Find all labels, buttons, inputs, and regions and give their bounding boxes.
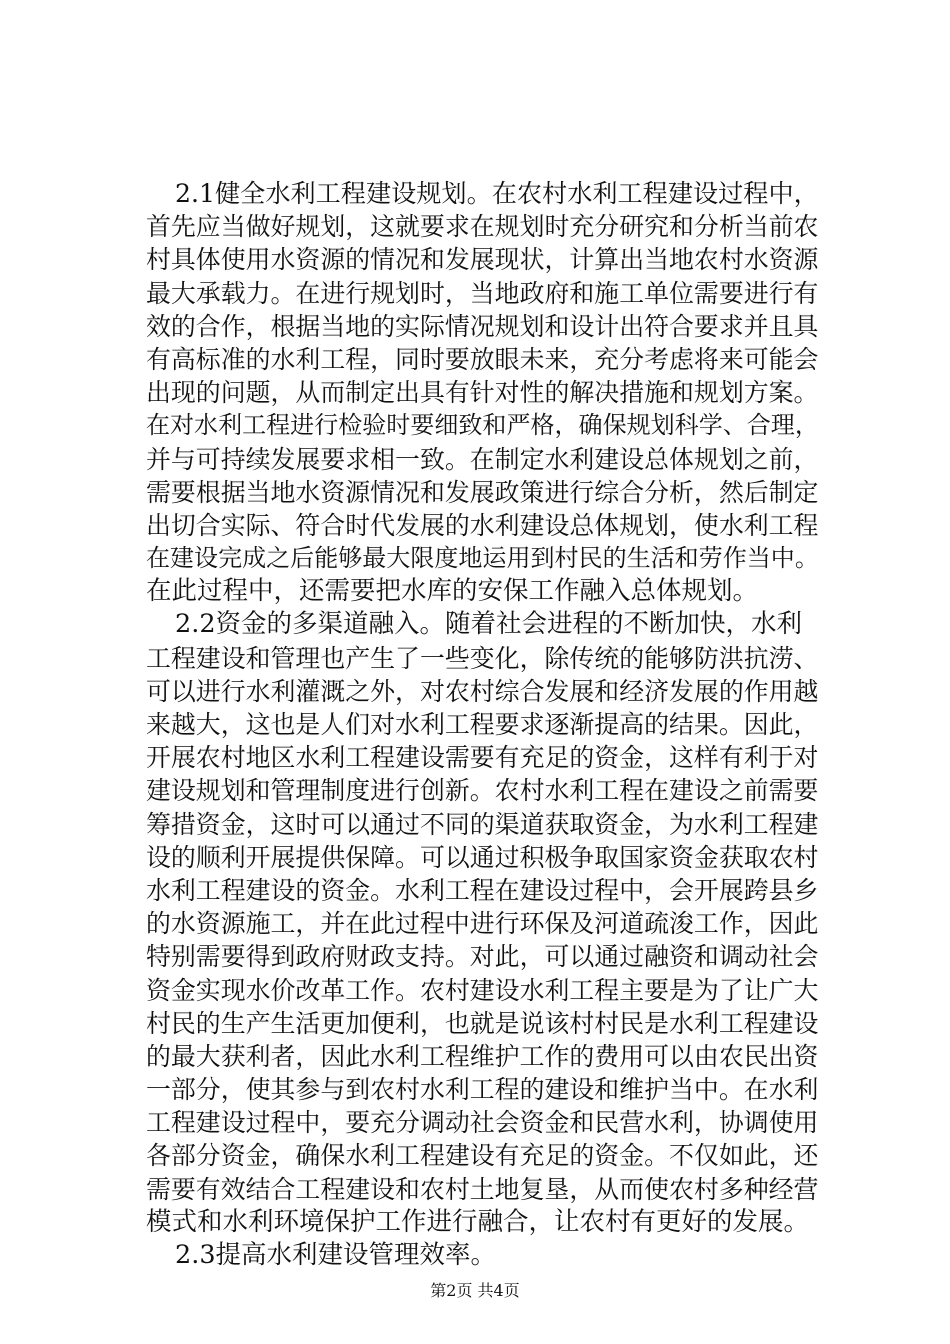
text-line: 水利工程建设的资金。水利工程在建设过程中，会开展跨县乡 [146,875,819,905]
paragraph-2-1 [146,177,826,608]
text-line: 在对水利工程进行检验时要细致和严格，确保规划科学、合理， [146,411,819,440]
text-line: 在建设完成之后能够最大限度地运用到村民的生活和劳作当中。 [146,544,819,573]
body-text [146,177,826,1272]
text-line: 效的合作，根据当地的实际情况规划和设计出符合要求并且具 [146,311,819,341]
text-line: 首先应当做好规划，这就要求在规划时充分研究和分析当前农 [146,212,819,242]
text-line: 出现的问题，从而制定出具有针对性的解决措施和规划方案。 [146,378,819,408]
text-line: 建设规划和管理制度进行创新。农村水利工程在建设之前需要 [146,776,819,806]
text-line: 并与可持续发展要求相一致。在制定水利建设总体规划之前， [146,444,819,474]
text-line: 工程建设和管理也产生了一些变化，除传统的能够防洪抗涝、 [146,643,819,673]
paragraph-2-2 [146,608,826,1239]
text-line: 村具体使用水资源的情况和发展现状，计算出当地农村水资源 [146,245,819,275]
text-line: 可以进行水利灌溉之外，对农村综合发展和经济发展的作用越 [146,676,819,706]
text-line: 筹措资金，这时可以通过不同的渠道获取资金，为水利工程建 [146,809,819,839]
text-line: 各部分资金，确保水利工程建设有充足的资金。不仅如此，还 [146,1141,819,1171]
text-line: 的水资源施工，并在此过程中进行环保及河道疏浚工作，因此 [146,909,819,939]
text-line: 2.1健全水利工程建设规划。在农村水利工程建设过程中， [175,179,819,208]
text-line: 一部分，使其参与到农村水利工程的建设和维护当中。在水利 [146,1075,819,1105]
text-line: 2.2资金的多渠道融入。随着社会进程的不断加快，水利 [175,609,803,640]
text-line: 工程建设过程中，要充分调动社会资金和民营水利，协调使用 [146,1108,819,1138]
page-footer: 第2页 共4页 [430,1281,520,1300]
text-line: 需要根据当地水资源情况和发展政策进行综合分析，然后制定 [146,477,819,507]
text-line: 设的顺利开展提供保障。可以通过积极争取国家资金获取农村 [146,842,819,872]
text-line: 有高标准的水利工程，同时要放眼未来，充分考虑将来可能会 [146,344,819,374]
text-line: 来越大，这也是人们对水利工程要求逐渐提高的结果。因此， [146,710,819,739]
text-line: 出切合实际、符合时代发展的水利建设总体规划，使水利工程 [146,510,819,540]
text-line: 资金实现水价改革工作。农村建设水利工程主要是为了让广大 [146,975,819,1005]
text-line: 需要有效结合工程建设和农村土地复垦，从而使农村多种经营 [146,1174,819,1204]
text-line: 开展农村地区水利工程建设需要有充足的资金，这样有利于对 [146,743,819,773]
text-line: 的最大获利者，因此水利工程维护工作的费用可以由农民出资 [146,1041,819,1071]
text-line: 特别需要得到政府财政支持。对此，可以通过融资和调动社会 [146,942,819,972]
text-line: 最大承载力。在进行规划时，当地政府和施工单位需要进行有 [146,278,819,308]
text-line: 村民的生产生活更加便利，也就是说该村村民是水利工程建设 [146,1008,819,1038]
text-line: 模式和水利环境保护工作进行融合，让农村有更好的发展。 [146,1206,810,1237]
text-line: 在此过程中，还需要把水库的安保工作融入总体规划。 [146,576,759,607]
paragraph-2-3 [146,1239,826,1272]
text-line: 2.3提高水利建设管理效率。 [175,1240,497,1270]
